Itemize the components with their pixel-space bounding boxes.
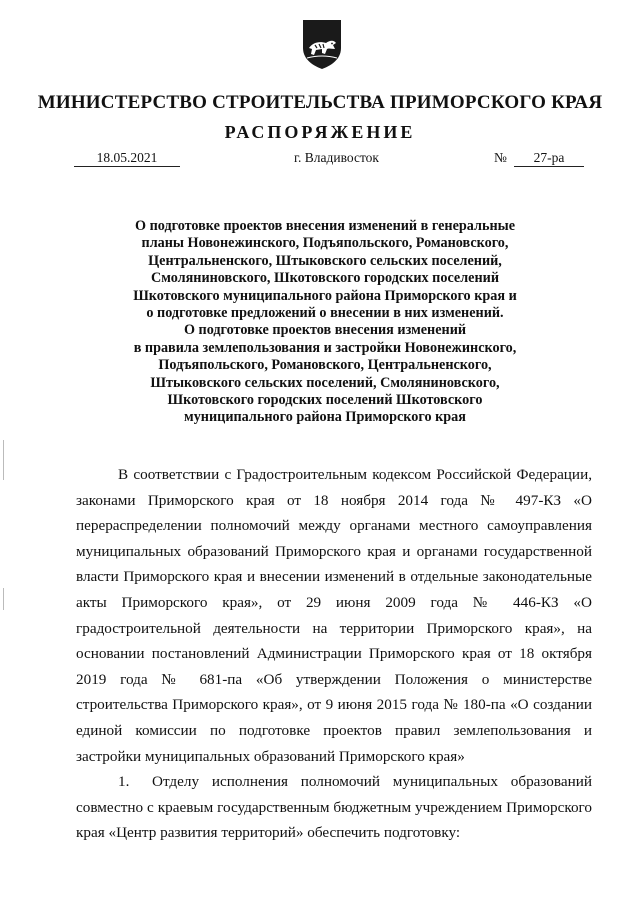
title-line: Подъяпольского, Романовского, Центральненского,	[158, 357, 492, 374]
document-number-label: №	[494, 150, 507, 165]
title-line: планы Новонежинского, Подъяпольского, Романовского,	[141, 235, 509, 252]
title-line: О подготовке проектов внесения изменений	[183, 322, 467, 339]
document-city: г. Владивосток	[294, 150, 379, 165]
coat-of-arms-icon	[300, 18, 344, 70]
title-line: муниципального района Приморского края	[184, 409, 466, 426]
scan-edge-mark	[3, 588, 4, 610]
list-item	[76, 769, 592, 846]
title-line: Центральненского, Штыковского сельских поселений,	[148, 252, 502, 269]
title-line: Шкотовского муниципального района Приморского края и	[133, 287, 517, 304]
ministry-name: МИНИСТЕРСТВО СТРОИТЕЛЬСТВА ПРИМОРСКОГО КРАЯ	[37, 92, 603, 113]
scan-edge-mark	[3, 440, 4, 480]
preamble-paragraph: В соответствии с Градостроительным кодексом Российской Федерации, законами Приморского края от 18 ноября 2014 года № 497-КЗ «О перераспределении полномочий между органами местного самоуправления муниципальных образований Приморского края и органами государственной власти Приморского края и внесении изменений в отдельные законодательные акты Приморского края», от 29 июня 2009 года № 446-КЗ «О градостроительной деятельности на территории Приморского края», на основании постановлений Администрации Приморского края от 18 октября 2019 года № 681-па «Об утверждении Положения о министерстве строительства Приморского края», от 9 июня 2015 года № 180-па «О создании единой комиссии по подготовке проектов правил землепользования и застройки муниципальных образований Приморского края»	[76, 466, 592, 765]
document-date: 18.05.2021	[74, 150, 180, 167]
title-line: о подготовке предложений о внесении в них изменений.	[146, 305, 504, 322]
title-line: Смоляниновского, Шкотовского городских поселений	[151, 270, 499, 287]
title-line: О подготовке проектов внесения изменений в генеральные	[135, 218, 515, 234]
title-line: Штыковского сельских поселений, Смоляниновского,	[150, 374, 500, 391]
item-number: 1.	[118, 773, 130, 791]
document-type: РАСПОРЯЖЕНИЕ	[224, 122, 416, 142]
item-text: Отделу исполнения полномочий муниципальных образований совместно с краевым государственным бюджетным учреждением Приморского края «Центр развития территорий» обеспечить подготовку:	[76, 773, 592, 842]
document-body	[76, 462, 592, 846]
document-meta	[0, 150, 640, 170]
title-line: Шкотовского городских поселений Шкотовского	[167, 392, 483, 409]
document-number: 27-ра	[514, 150, 584, 167]
document-title	[110, 218, 540, 427]
title-line: в правила землепользования и застройки Новонежинского,	[133, 339, 517, 356]
